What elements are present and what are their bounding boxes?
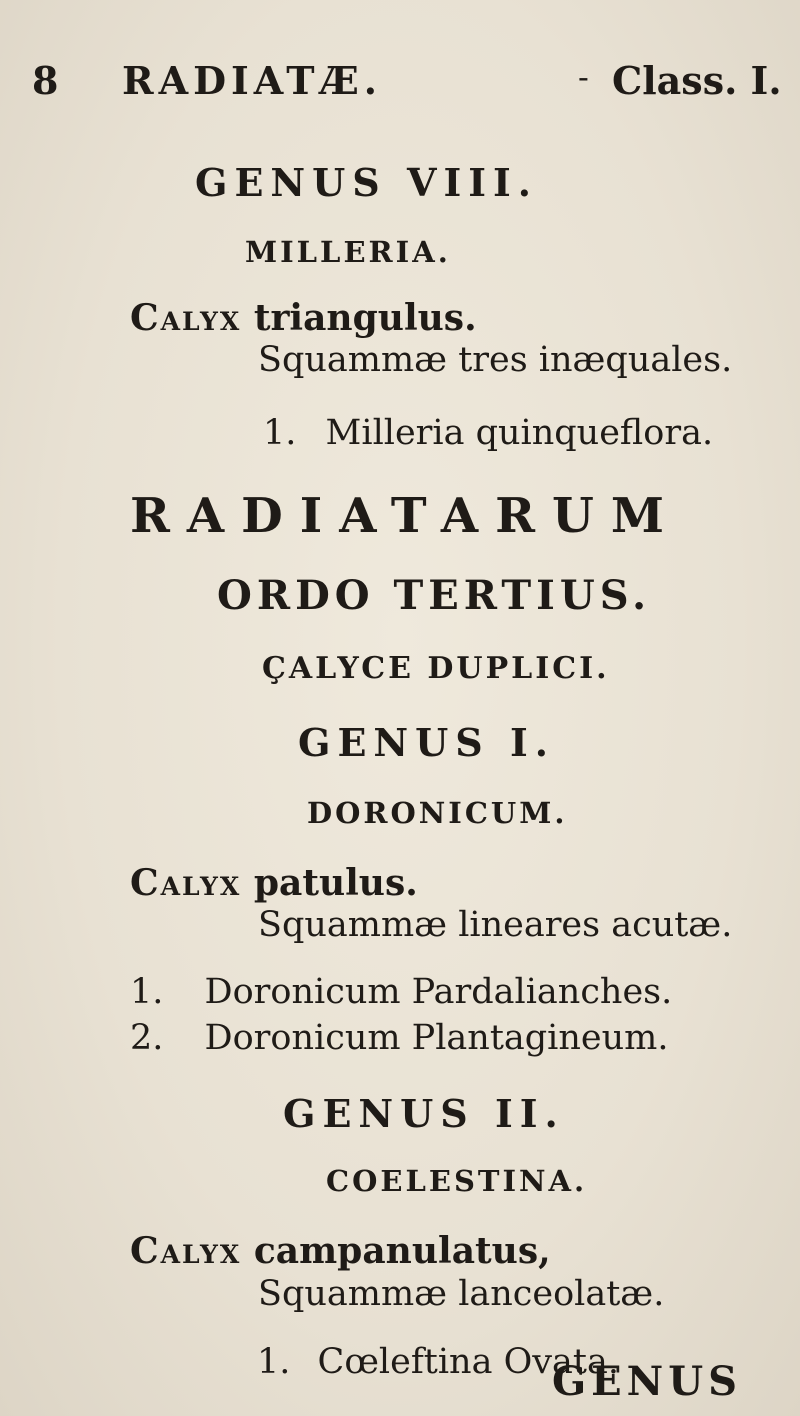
genus-viii-calyx [130,297,477,339]
genus-ii-squamae: Squammæ lanceolatæ. [258,1274,665,1314]
species-number: 1. [130,972,164,1012]
genus-viii-heading: GENUS VIII. [195,160,538,205]
calyx-text: patulus. [253,862,418,904]
calyx-label: Calyx [130,297,242,339]
species-number: 1. [263,413,297,453]
genus-i-species-2 [130,1018,668,1058]
genus-i-calyx [130,862,418,904]
genus-viii-species-1 [263,413,713,453]
calyx-text: campanulatus, [253,1230,551,1272]
catchword: GENUS [552,1358,742,1405]
calyx-text: triangulus. [253,297,477,339]
calyx-label: Calyx [130,1230,242,1272]
page-number: 8 [32,58,59,103]
species-name: Doronicum Plantagineum. [204,1018,669,1058]
ordo-calyx-heading: ÇALYCE DUPLICI. [262,651,610,686]
genus-viii-name: MILLERIA. [245,235,451,269]
genus-ii-heading: GENUS II. [283,1091,565,1136]
species-name: Cœleftina Ovata. [317,1342,619,1382]
species-number: 1. [257,1342,291,1382]
genus-i-name: DORONICUM. [307,796,568,830]
running-head [0,58,800,108]
genus-ii-calyx [130,1230,551,1272]
genus-i-squamae: Squammæ lineares acutæ. [258,905,733,945]
genus-ii-name: COELESTINA. [326,1164,588,1198]
ordo-subtitle: ORDO TERTIUS. [217,572,652,619]
species-number: 2. [130,1018,164,1058]
running-head-dash: - [578,58,589,96]
genus-i-heading: GENUS I. [298,720,555,765]
running-title: RADIATÆ. [122,58,383,103]
genus-viii-squamae: Squammæ tres inæquales. [258,340,733,380]
ordo-title: RADIATARUM [130,488,682,544]
calyx-label: Calyx [130,862,242,904]
genus-i-species-1 [130,972,672,1012]
class-label: Class. I. [612,58,782,103]
species-name: Doronicum Pardalianches. [204,972,673,1012]
species-name: Milleria quinqueflora. [325,413,714,453]
